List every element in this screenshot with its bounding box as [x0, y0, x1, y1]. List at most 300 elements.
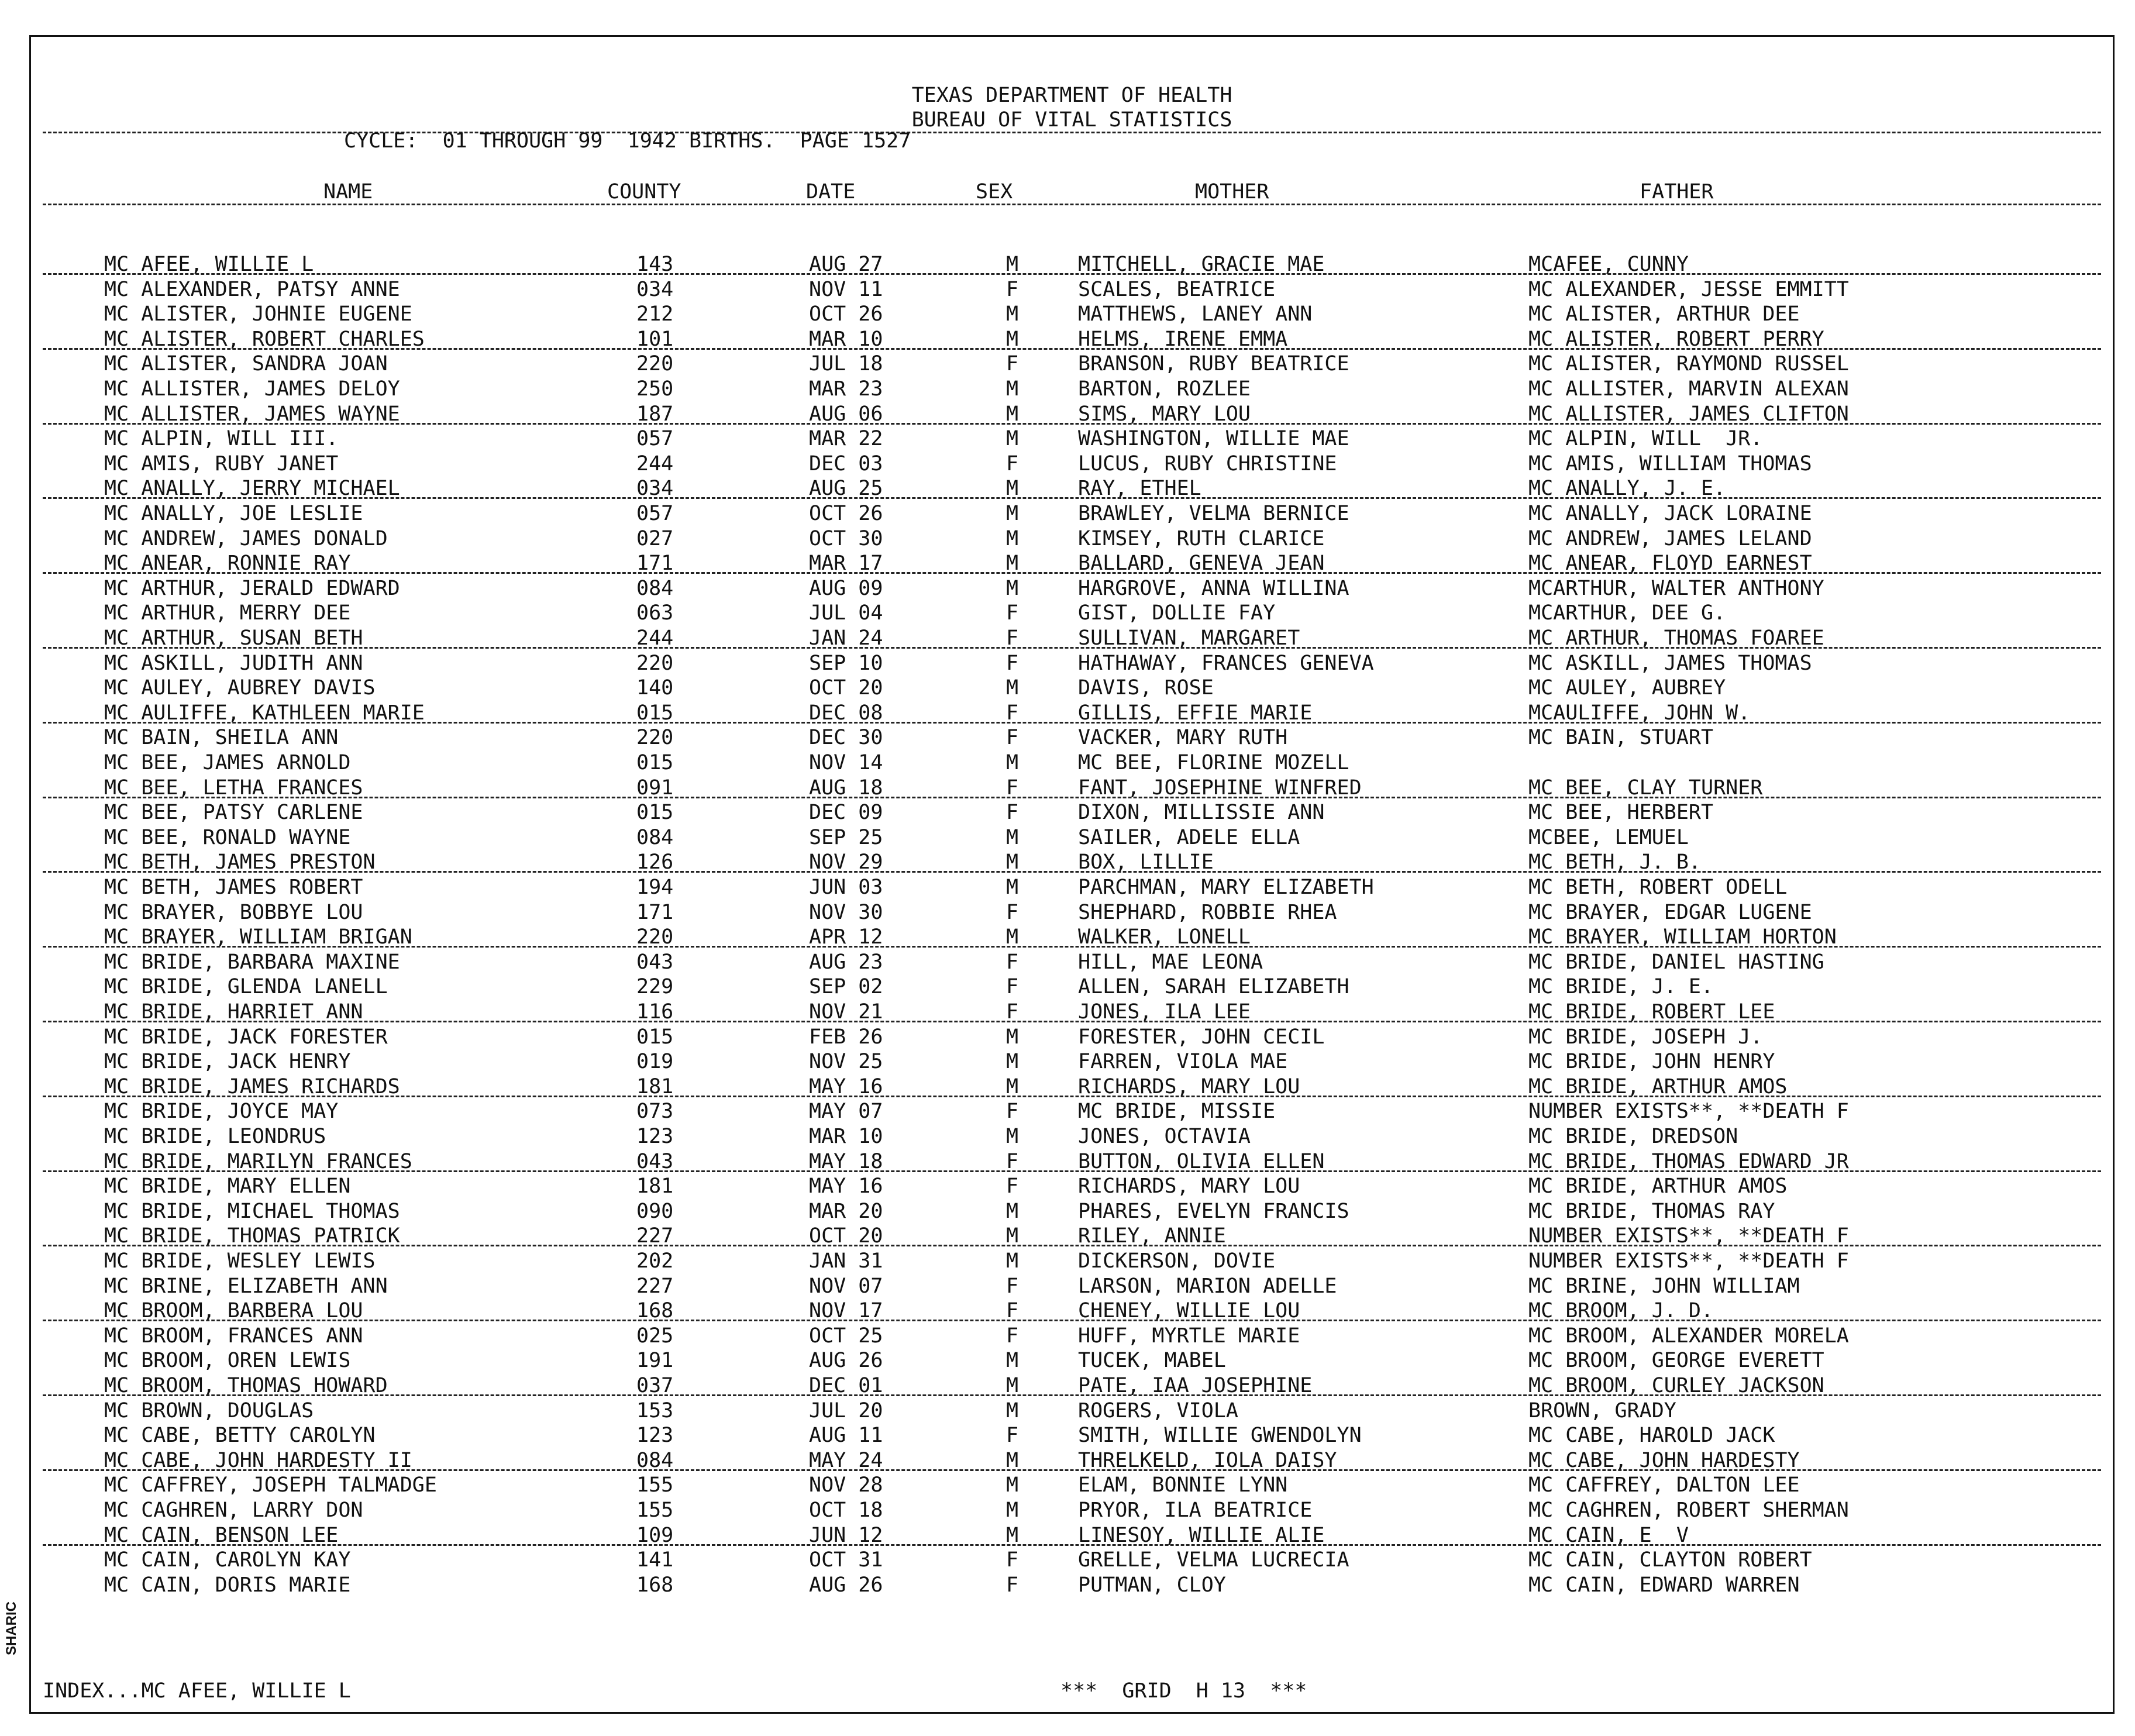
cell-name: MC BRIDE, WESLEY LEWIS: [104, 1249, 376, 1273]
cell-mother: DICKERSON, DOVIE: [1078, 1249, 1276, 1273]
cell-father: MCARTHUR, DEE G.: [1528, 601, 1726, 625]
cell-mother: LUCUS, RUBY CHRISTINE: [1078, 452, 1337, 476]
cell-date: JUN 12: [809, 1523, 883, 1547]
cell-date: JUL 04: [809, 601, 883, 625]
cell-father: MC AMIS, WILLIAM THOMAS: [1528, 452, 1812, 476]
table-row: [31, 377, 2113, 402]
cell-name: MC BEE, LETHA FRANCES: [104, 776, 363, 800]
document-frame: [29, 35, 2115, 1714]
cell-county: 015: [636, 1025, 674, 1049]
cell-county: 109: [636, 1523, 674, 1547]
cell-father: MC ANALLY, J. E.: [1528, 477, 1726, 501]
cell-date: AUG 25: [809, 477, 883, 501]
table-row: [31, 302, 2113, 327]
cell-date: AUG 26: [809, 1573, 883, 1597]
cell-father: MC ALLISTER, JAMES CLIFTON: [1528, 402, 1849, 426]
cell-sex: M: [1006, 676, 1019, 700]
cell-sex: M: [1006, 377, 1019, 401]
cell-sex: F: [1006, 975, 1019, 999]
cell-name: MC ALLISTER, JAMES WAYNE: [104, 402, 400, 426]
cell-date: NOV 29: [809, 850, 883, 874]
bureau-title: BUREAU OF VITAL STATISTICS: [911, 108, 1232, 132]
cell-name: MC ANALLY, JOE LESLIE: [104, 502, 363, 525]
divider: [43, 1320, 2101, 1321]
cell-name: MC ARTHUR, SUSAN BETH: [104, 626, 363, 650]
cell-name: MC ALPIN, WILL III.: [104, 427, 339, 451]
cell-date: MAR 10: [809, 327, 883, 351]
table-row: [31, 1324, 2113, 1349]
table-row: [31, 1473, 2113, 1498]
cell-sex: M: [1006, 552, 1019, 576]
cell-mother: ROGERS, VIOLA: [1078, 1399, 1238, 1422]
cell-name: MC BEE, PATSY CARLENE: [104, 801, 363, 825]
table-row: [31, 950, 2113, 975]
cell-sex: F: [1006, 701, 1019, 725]
cell-county: 090: [636, 1199, 674, 1223]
cell-father: MC BRIDE, THOMAS EDWARD JR: [1528, 1149, 1849, 1173]
table-row: [31, 1423, 2113, 1448]
cell-father: MC CAGHREN, ROBERT SHERMAN: [1528, 1499, 1849, 1522]
cell-mother: HELMS, IRENE EMMA: [1078, 327, 1288, 351]
cell-name: MC BRIDE, JAMES RICHARDS: [104, 1074, 400, 1098]
cell-sex: F: [1006, 651, 1019, 675]
table-row: [31, 1199, 2113, 1224]
cell-mother: RICHARDS, MARY LOU: [1078, 1174, 1300, 1198]
table-row: [31, 750, 2113, 776]
cell-mother: HATHAWAY, FRANCES GENEVA: [1078, 651, 1374, 675]
cell-date: MAR 17: [809, 552, 883, 576]
cell-father: MC BRIDE, ROBERT LEE: [1528, 1000, 1775, 1024]
cell-name: MC ALISTER, JOHNIE EUGENE: [104, 302, 412, 326]
cell-date: OCT 25: [809, 1324, 883, 1348]
cell-sex: F: [1006, 1324, 1019, 1348]
cell-mother: GIST, DOLLIE FAY: [1078, 601, 1276, 625]
cell-mother: VACKER, MARY RUTH: [1078, 726, 1288, 750]
cell-date: FEB 26: [809, 1025, 883, 1049]
cell-date: MAR 10: [809, 1125, 883, 1148]
cell-date: MAR 23: [809, 377, 883, 401]
cell-mother: DAVIS, ROSE: [1078, 676, 1214, 700]
cell-date: DEC 03: [809, 452, 883, 476]
cell-mother: MC BRIDE, MISSIE: [1078, 1100, 1276, 1124]
cell-date: JAN 31: [809, 1249, 883, 1273]
cell-county: 220: [636, 726, 674, 750]
cell-county: 244: [636, 626, 674, 650]
divider: [43, 1544, 2101, 1546]
column-header-name: NAME: [323, 180, 373, 204]
table-row: [31, 1124, 2113, 1149]
cell-father: MC ASKILL, JAMES THOMAS: [1528, 651, 1812, 675]
cell-date: AUG 26: [809, 1349, 883, 1373]
cell-sex: M: [1006, 1224, 1019, 1248]
cell-mother: WALKER, LONELL: [1078, 925, 1251, 949]
table-row: [31, 526, 2113, 552]
cell-name: MC BRIDE, HARRIET ANN: [104, 1000, 363, 1024]
cell-sex: M: [1006, 427, 1019, 451]
table-row: [31, 452, 2113, 477]
table-row: [31, 352, 2113, 377]
cell-sex: F: [1006, 801, 1019, 825]
column-header-county: COUNTY: [607, 180, 681, 204]
cell-name: MC BROWN, DOUGLAS: [104, 1399, 314, 1422]
cell-name: MC BRIDE, GLENDA LANELL: [104, 975, 388, 999]
table-row: [31, 1274, 2113, 1299]
cell-sex: M: [1006, 751, 1019, 774]
cell-father: MC ALISTER, ARTHUR DEE: [1528, 302, 1800, 326]
cell-name: MC ANDREW, JAMES DONALD: [104, 526, 388, 550]
cell-mother: MC BEE, FLORINE MOZELL: [1078, 751, 1349, 774]
cell-county: 084: [636, 825, 674, 849]
cell-name: MC BROOM, FRANCES ANN: [104, 1324, 363, 1348]
cell-mother: ALLEN, SARAH ELIZABETH: [1078, 975, 1349, 999]
cell-father: MCAFEE, CUNNY: [1528, 253, 1689, 276]
cell-father: MC BROOM, GEORGE EVERETT: [1528, 1349, 1824, 1373]
cell-sex: M: [1006, 1125, 1019, 1148]
cell-date: JAN 24: [809, 626, 883, 650]
cell-mother: FORESTER, JOHN CECIL: [1078, 1025, 1325, 1049]
cell-county: 191: [636, 1349, 674, 1373]
cell-name: MC ANALLY, JERRY MICHAEL: [104, 477, 400, 501]
cell-mother: SIMS, MARY LOU: [1078, 402, 1251, 426]
cell-name: MC BROOM, OREN LEWIS: [104, 1349, 351, 1373]
cell-sex: F: [1006, 1573, 1019, 1597]
cell-date: SEP 10: [809, 651, 883, 675]
cell-mother: JONES, ILA LEE: [1078, 1000, 1251, 1024]
cell-date: NOV 30: [809, 900, 883, 924]
table-row: [31, 1249, 2113, 1274]
records-table: [31, 37, 2113, 1712]
cell-name: MC BEE, RONALD WAYNE: [104, 825, 351, 849]
cell-county: 220: [636, 352, 674, 376]
cell-county: 073: [636, 1100, 674, 1124]
cell-sex: F: [1006, 1274, 1019, 1298]
cell-mother: BOX, LILLIE: [1078, 850, 1214, 874]
cell-county: 229: [636, 975, 674, 999]
cell-sex: M: [1006, 1249, 1019, 1273]
cell-mother: LARSON, MARION ADELLE: [1078, 1274, 1337, 1298]
cell-date: AUG 11: [809, 1424, 883, 1448]
divider: [43, 647, 2101, 649]
cell-name: MC CABE, BETTY CAROLYN: [104, 1424, 376, 1448]
cell-name: MC BAIN, SHEILA ANN: [104, 726, 339, 750]
cell-county: 043: [636, 1149, 674, 1173]
cell-county: 212: [636, 302, 674, 326]
cell-sex: F: [1006, 776, 1019, 800]
cell-name: MC AULIFFE, KATHLEEN MARIE: [104, 701, 425, 725]
cell-name: MC CAIN, BENSON LEE: [104, 1523, 339, 1547]
cell-date: OCT 31: [809, 1548, 883, 1572]
cell-mother: SULLIVAN, MARGARET: [1078, 626, 1300, 650]
table-row: [31, 1348, 2113, 1373]
cell-father: MCAULIFFE, JOHN W.: [1528, 701, 1751, 725]
cell-name: MC ALISTER, SANDRA JOAN: [104, 352, 388, 376]
cell-mother: GILLIS, EFFIE MARIE: [1078, 701, 1313, 725]
cell-county: 140: [636, 676, 674, 700]
cell-mother: BUTTON, OLIVIA ELLEN: [1078, 1149, 1325, 1173]
table-row: [31, 900, 2113, 925]
cell-father: MC CABE, HAROLD JACK: [1528, 1424, 1775, 1448]
cell-sex: F: [1006, 1100, 1019, 1124]
cell-sex: F: [1006, 950, 1019, 974]
cell-county: 123: [636, 1424, 674, 1448]
cell-date: MAY 07: [809, 1100, 883, 1124]
cell-sex: M: [1006, 1399, 1019, 1422]
divider: [43, 722, 2101, 724]
cell-county: 043: [636, 950, 674, 974]
cell-date: MAR 22: [809, 427, 883, 451]
cell-father: MC ALEXANDER, JESSE EMMITT: [1528, 277, 1849, 301]
cell-name: MC BRIDE, JACK HENRY: [104, 1050, 351, 1074]
cell-father: MC BRIDE, ARTHUR AMOS: [1528, 1174, 1788, 1198]
cell-father: MC ALPIN, WILL JR.: [1528, 427, 1763, 451]
cell-county: 057: [636, 502, 674, 525]
cell-name: MC AULEY, AUBREY DAVIS: [104, 676, 376, 700]
cell-father: MC BRIDE, J. E.: [1528, 975, 1714, 999]
cell-county: 227: [636, 1274, 674, 1298]
divider: [43, 1021, 2101, 1022]
cell-mother: PATE, IAA JOSEPHINE: [1078, 1374, 1313, 1397]
divider: [43, 572, 2101, 574]
cell-county: 250: [636, 377, 674, 401]
cell-father: MC ALLISTER, MARVIN ALEXAN: [1528, 377, 1849, 401]
cell-date: NOV 11: [809, 277, 883, 301]
cell-name: MC BRIDE, MARILYN FRANCES: [104, 1149, 412, 1173]
cycle-line: CYCLE: 01 THROUGH 99 1942 BIRTHS. PAGE 1527: [344, 129, 911, 153]
cell-name: MC BRAYER, BOBBYE LOU: [104, 900, 363, 924]
cell-county: 181: [636, 1174, 674, 1198]
cell-mother: ELAM, BONNIE LYNN: [1078, 1473, 1288, 1497]
cell-name: MC ARTHUR, JERALD EDWARD: [104, 576, 400, 600]
cell-father: MC BRINE, JOHN WILLIAM: [1528, 1274, 1800, 1298]
cell-name: MC CAIN, DORIS MARIE: [104, 1573, 351, 1597]
cell-sex: M: [1006, 502, 1019, 525]
cell-date: APR 12: [809, 925, 883, 949]
cell-name: MC BEE, JAMES ARNOLD: [104, 751, 351, 774]
cell-mother: KIMSEY, RUTH CLARICE: [1078, 526, 1325, 550]
cell-date: AUG 23: [809, 950, 883, 974]
divider: [43, 797, 2101, 798]
cell-sex: F: [1006, 900, 1019, 924]
divider: [43, 1394, 2101, 1396]
cell-sex: F: [1006, 352, 1019, 376]
cell-father: MC BRIDE, THOMAS RAY: [1528, 1199, 1775, 1223]
cell-county: 194: [636, 876, 674, 899]
cell-sex: F: [1006, 277, 1019, 301]
grid-footer: *** GRID H 13 ***: [1060, 1679, 1307, 1703]
table-row: [31, 1399, 2113, 1424]
cell-name: MC BRINE, ELIZABETH ANN: [104, 1274, 388, 1298]
table-row: [31, 676, 2113, 701]
cell-father: MC CAFFREY, DALTON LEE: [1528, 1473, 1800, 1497]
cell-sex: M: [1006, 1473, 1019, 1497]
cell-sex: F: [1006, 1000, 1019, 1024]
cell-name: MC ALEXANDER, PATSY ANNE: [104, 277, 400, 301]
cell-sex: F: [1006, 1174, 1019, 1198]
cell-date: SEP 25: [809, 825, 883, 849]
cell-mother: BALLARD, GENEVA JEAN: [1078, 552, 1325, 576]
cell-sex: M: [1006, 925, 1019, 949]
cell-county: 227: [636, 1224, 674, 1248]
cell-mother: SMITH, WILLIE GWENDOLYN: [1078, 1424, 1362, 1448]
department-title: TEXAS DEPARTMENT OF HEALTH: [911, 84, 1232, 107]
table-row: [31, 277, 2113, 302]
cell-county: 027: [636, 526, 674, 550]
table-row: [31, 576, 2113, 601]
cell-sex: M: [1006, 1374, 1019, 1397]
cell-county: 091: [636, 776, 674, 800]
cell-sex: F: [1006, 726, 1019, 750]
cell-name: MC BROOM, BARBERA LOU: [104, 1299, 363, 1323]
divider: [43, 871, 2101, 873]
cell-date: OCT 26: [809, 302, 883, 326]
cell-date: AUG 06: [809, 402, 883, 426]
cell-father: MC BROOM, J. D.: [1528, 1299, 1714, 1323]
cell-mother: JONES, OCTAVIA: [1078, 1125, 1251, 1148]
cell-father: MCBEE, LEMUEL: [1528, 825, 1689, 849]
cell-mother: DIXON, MILLISSIE ANN: [1078, 801, 1325, 825]
cell-mother: BARTON, ROZLEE: [1078, 377, 1251, 401]
divider: [43, 348, 2101, 350]
cell-name: MC CAIN, CAROLYN KAY: [104, 1548, 351, 1572]
cell-mother: BRAWLEY, VELMA BERNICE: [1078, 502, 1349, 525]
cell-sex: M: [1006, 402, 1019, 426]
cell-sex: F: [1006, 1548, 1019, 1572]
cell-sex: M: [1006, 327, 1019, 351]
cell-mother: LINESOY, WILLIE ALIE: [1078, 1523, 1325, 1547]
divider: [43, 1245, 2101, 1246]
cell-name: MC ALLISTER, JAMES DELOY: [104, 377, 400, 401]
cell-date: MAY 16: [809, 1174, 883, 1198]
cell-county: 220: [636, 651, 674, 675]
cell-county: 019: [636, 1050, 674, 1074]
cell-father: MC BRIDE, JOHN HENRY: [1528, 1050, 1775, 1074]
cell-father: MC BRAYER, WILLIAM HORTON: [1528, 925, 1837, 949]
cell-county: 034: [636, 277, 674, 301]
cell-sex: M: [1006, 1523, 1019, 1547]
divider: [43, 946, 2101, 948]
cell-father: NUMBER EXISTS**, **DEATH F: [1528, 1100, 1849, 1124]
cell-mother: RAY, ETHEL: [1078, 477, 1201, 501]
cell-county: 057: [636, 427, 674, 451]
cell-name: MC BRIDE, MICHAEL THOMAS: [104, 1199, 400, 1223]
cell-date: DEC 01: [809, 1374, 883, 1397]
index-footer: INDEX...MC AFEE, WILLIE L: [43, 1679, 351, 1703]
cell-county: 168: [636, 1299, 674, 1323]
cell-name: MC ASKILL, JUDITH ANN: [104, 651, 363, 675]
cell-name: MC BRIDE, JACK FORESTER: [104, 1025, 388, 1049]
cell-date: MAY 24: [809, 1448, 883, 1472]
cell-county: 063: [636, 601, 674, 625]
divider: [43, 1170, 2101, 1172]
cell-date: AUG 18: [809, 776, 883, 800]
cell-county: 015: [636, 801, 674, 825]
table-row: [31, 601, 2113, 626]
cell-father: MC BRIDE, ARTHUR AMOS: [1528, 1074, 1788, 1098]
cell-sex: M: [1006, 253, 1019, 276]
cell-name: MC AFEE, WILLIE L: [104, 253, 314, 276]
cell-date: SEP 02: [809, 975, 883, 999]
divider: [43, 1469, 2101, 1471]
cell-father: MCARTHUR, WALTER ANTHONY: [1528, 576, 1824, 600]
cell-county: 220: [636, 925, 674, 949]
cell-sex: F: [1006, 1424, 1019, 1448]
cell-sex: M: [1006, 825, 1019, 849]
cell-father: MC BRIDE, JOSEPH J.: [1528, 1025, 1763, 1049]
cell-county: 168: [636, 1573, 674, 1597]
cell-sex: M: [1006, 1349, 1019, 1373]
cell-mother: WASHINGTON, WILLIE MAE: [1078, 427, 1349, 451]
cell-father: MC ARTHUR, THOMAS FOAREE: [1528, 626, 1824, 650]
cell-mother: FARREN, VIOLA MAE: [1078, 1050, 1288, 1074]
cell-mother: RICHARDS, MARY LOU: [1078, 1074, 1300, 1098]
cell-father: MC ANALLY, JACK LORAINE: [1528, 502, 1812, 525]
sidebar-label: SHARIC: [4, 1601, 19, 1655]
cell-date: JUL 20: [809, 1399, 883, 1422]
cell-sex: M: [1006, 477, 1019, 501]
cell-father: MC BROOM, ALEXANDER MORELA: [1528, 1324, 1849, 1348]
cell-county: 084: [636, 1448, 674, 1472]
cell-father: MC CAIN, EDWARD WARREN: [1528, 1573, 1800, 1597]
cell-date: DEC 09: [809, 801, 883, 825]
cell-father: MC ALISTER, RAYMOND RUSSEL: [1528, 352, 1849, 376]
divider: [43, 273, 2101, 275]
cell-county: 181: [636, 1074, 674, 1098]
column-header-date: DATE: [806, 180, 856, 204]
cell-date: NOV 07: [809, 1274, 883, 1298]
cell-date: OCT 18: [809, 1499, 883, 1522]
column-header-father: FATHER: [1640, 180, 1714, 204]
column-header-sex: SEX: [976, 180, 1013, 204]
cell-date: AUG 09: [809, 576, 883, 600]
table-row: [31, 426, 2113, 452]
cell-father: MC BEE, CLAY TURNER: [1528, 776, 1763, 800]
cell-county: 126: [636, 850, 674, 874]
cell-mother: TUCEK, MABEL: [1078, 1349, 1226, 1373]
divider: [43, 497, 2101, 499]
cell-father: MC CAIN, CLAYTON ROBERT: [1528, 1548, 1812, 1572]
cell-sex: M: [1006, 1074, 1019, 1098]
cell-father: MC CABE, JOHN HARDESTY: [1528, 1448, 1800, 1472]
cell-sex: F: [1006, 626, 1019, 650]
table-row: [31, 1099, 2113, 1124]
cell-mother: PARCHMAN, MARY ELIZABETH: [1078, 876, 1374, 899]
cell-date: NOV 28: [809, 1473, 883, 1497]
cell-sex: M: [1006, 1448, 1019, 1472]
cell-name: MC BETH, JAMES PRESTON: [104, 850, 376, 874]
cell-father: MC BETH, J. B.: [1528, 850, 1702, 874]
table-row: [31, 1049, 2113, 1074]
table-row: [31, 725, 2113, 750]
cell-name: MC ARTHUR, MERRY DEE: [104, 601, 351, 625]
cell-name: MC CAGHREN, LARRY DON: [104, 1499, 363, 1522]
cell-father: MC BRIDE, DREDSON: [1528, 1125, 1738, 1148]
cell-date: NOV 14: [809, 751, 883, 774]
table-row: [31, 1174, 2113, 1199]
table-row: [31, 1548, 2113, 1573]
cell-county: 155: [636, 1499, 674, 1522]
table-row: [31, 875, 2113, 900]
cell-father: NUMBER EXISTS**, **DEATH F: [1528, 1249, 1849, 1273]
cell-father: MC AULEY, AUBREY: [1528, 676, 1726, 700]
cell-sex: F: [1006, 1299, 1019, 1323]
cell-father: BROWN, GRADY: [1528, 1399, 1676, 1422]
cell-county: 034: [636, 477, 674, 501]
table-row: [31, 1498, 2113, 1523]
cell-mother: HILL, MAE LEONA: [1078, 950, 1263, 974]
cell-county: 202: [636, 1249, 674, 1273]
cell-date: OCT 20: [809, 676, 883, 700]
cell-father: MC BROOM, CURLEY JACKSON: [1528, 1374, 1824, 1397]
